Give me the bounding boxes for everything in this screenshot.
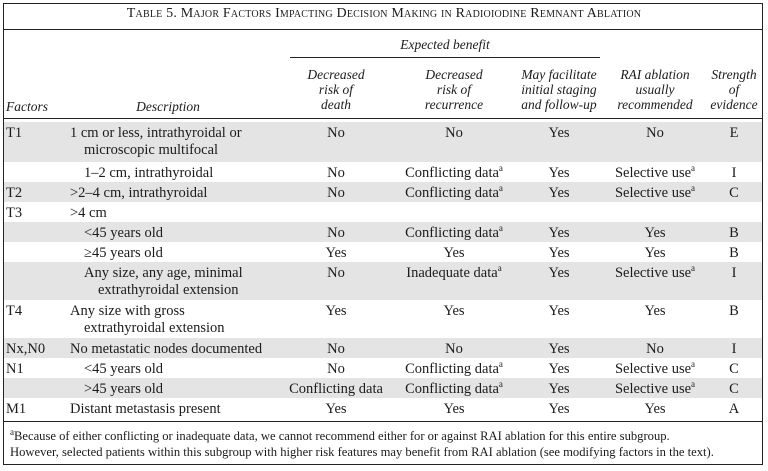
cell-description: [84, 245, 290, 262]
cell-rai: [606, 401, 704, 418]
cell-description: [70, 341, 290, 358]
description-line: ≥45 years old: [84, 245, 163, 261]
rai-text: Selective use: [614, 185, 692, 201]
title-rule: [4, 29, 762, 30]
rai-text: Yes: [644, 303, 666, 319]
description-line: microscopic multifocal: [84, 142, 219, 158]
cell-rai: [606, 341, 704, 358]
cell-death: No: [327, 125, 345, 141]
cell-strength: B: [729, 225, 739, 241]
col-rai: [606, 67, 704, 112]
rai-text: No: [646, 125, 664, 141]
rai-text: Selective use: [614, 381, 692, 397]
cell-death: No: [327, 185, 345, 201]
col-recurrence-line: recurrence: [424, 97, 484, 112]
col-recurrence-line: risk of: [436, 82, 472, 97]
footnote-line-1: [10, 428, 760, 444]
col-strength-line: Strength: [711, 67, 757, 82]
cell-factor: T3: [6, 205, 23, 221]
cell-rai: [606, 361, 704, 378]
col-staging-line: May facilitate: [521, 67, 597, 82]
cell-description: [70, 125, 290, 159]
cell-rai: [606, 265, 704, 282]
cell-staging: Yes: [548, 401, 570, 417]
recurrence-text: Conflicting data: [405, 381, 499, 397]
cell-description: [84, 265, 290, 299]
footnote-ref: a: [691, 163, 696, 174]
rai-text: Yes: [644, 401, 666, 417]
cell-staging: Yes: [548, 265, 570, 281]
cell-description: [84, 165, 290, 182]
description-line: Any size, any age, minimal: [84, 265, 243, 281]
cell-death: Yes: [325, 303, 347, 319]
footnote-ref: a: [498, 359, 503, 370]
cell-staging: Yes: [548, 225, 570, 241]
description-line: Any size with gross: [70, 303, 185, 319]
footnote-ref: a: [691, 183, 696, 194]
description-line: extrathyroidal extension: [98, 282, 239, 298]
cell-strength: C: [729, 381, 739, 397]
cell-description: [84, 225, 290, 242]
cell-staging: Yes: [548, 185, 570, 201]
cell-factor: N1: [6, 361, 24, 377]
cell-strength: I: [731, 265, 737, 281]
description-line: <45 years old: [84, 225, 164, 241]
col-factors: Factors: [6, 99, 48, 114]
cell-factor: M1: [6, 401, 27, 417]
cell-recurrence: [394, 245, 514, 262]
cell-death: No: [327, 341, 345, 357]
footnote-ref: a: [498, 223, 503, 234]
cell-strength: I: [731, 165, 737, 181]
cell-death: Yes: [325, 401, 347, 417]
cell-recurrence: [394, 401, 514, 418]
description-line: >45 years old: [84, 381, 164, 397]
cell-recurrence: [394, 185, 514, 202]
footnote-ref: a: [691, 359, 696, 370]
col-staging-line: and follow-up: [521, 97, 597, 112]
rai-text: Yes: [644, 245, 666, 261]
recurrence-text: Inadequate data: [406, 265, 498, 281]
description-line: Distant metastasis present: [70, 401, 221, 417]
cell-strength: E: [729, 125, 739, 141]
cell-description: [70, 205, 290, 222]
recurrence-text: Conflicting data: [405, 165, 499, 181]
footnote: [10, 428, 760, 460]
cell-death: Yes: [325, 245, 347, 261]
cell-strength: A: [728, 401, 740, 417]
cell-rai: [606, 245, 704, 262]
cell-staging: Yes: [548, 341, 570, 357]
cell-strength: C: [729, 361, 739, 377]
rai-text: Yes: [644, 225, 666, 241]
cell-strength: B: [729, 245, 739, 261]
recurrence-text: Yes: [443, 303, 465, 319]
group-header-rule: [290, 57, 600, 58]
cell-rai: [606, 381, 704, 398]
cell-recurrence: [394, 341, 514, 358]
footnote-ref: a: [498, 183, 503, 194]
cell-staging: Yes: [548, 381, 570, 397]
col-death: [290, 67, 382, 112]
cell-strength: I: [731, 341, 737, 357]
recurrence-text: No: [445, 125, 463, 141]
group-header-expected-benefit: Expected benefit: [400, 37, 490, 52]
cell-recurrence: [394, 381, 514, 398]
cell-rai: [606, 125, 704, 142]
rai-text: Selective use: [614, 265, 692, 281]
footnote-text: Because of either conflicting or inadequate data, we cannot recommend either for or against RAI ablation for this entire subgroup.: [14, 429, 670, 443]
col-strength-line: evidence: [710, 97, 758, 112]
cell-strength: B: [729, 303, 739, 319]
footnote-line-2: However, selected patients within this subgroup with higher risk features may benefit from RAI ablation (see modifying factors in the text).: [10, 445, 714, 459]
recurrence-text: Conflicting data: [405, 361, 499, 377]
cell-description: [70, 185, 290, 202]
cell-description: [70, 303, 290, 337]
cell-recurrence: [394, 265, 514, 282]
header-rule: [4, 118, 762, 119]
cell-death: Conflicting data: [289, 381, 383, 397]
cell-factor: T2: [6, 185, 23, 201]
description-line: 1 cm or less, intrathyroidal or: [70, 125, 242, 141]
col-strength: [706, 67, 762, 112]
description-line: >4 cm: [70, 205, 107, 221]
cell-strength: C: [729, 185, 739, 201]
cell-rai: [606, 303, 704, 320]
description-line: No metastatic nodes documented: [70, 341, 263, 357]
description-line: <45 years old: [84, 361, 164, 377]
rai-text: No: [646, 341, 664, 357]
cell-staging: Yes: [548, 125, 570, 141]
cell-staging: Yes: [548, 361, 570, 377]
col-strength-line: of: [728, 82, 740, 97]
cell-rai: [606, 225, 704, 242]
cell-death: No: [327, 361, 345, 377]
footnote-ref: a: [498, 379, 503, 390]
col-staging-line: initial staging: [521, 82, 597, 97]
cell-recurrence: [394, 165, 514, 182]
cell-death: No: [327, 165, 345, 181]
cell-staging: Yes: [548, 165, 570, 181]
col-death-line: Decreased: [307, 67, 365, 82]
col-rai-line: usually: [635, 82, 675, 97]
table-title: Table 5. Major Factors Impacting Decision Making in Radioiodine Remnant Ablation: [126, 6, 642, 21]
footnote-ref: a: [497, 263, 502, 274]
cell-recurrence: [394, 125, 514, 142]
cell-factor: T1: [6, 125, 23, 141]
recurrence-text: Conflicting data: [405, 185, 499, 201]
cell-staging: Yes: [548, 303, 570, 319]
cell-rai: [606, 185, 704, 202]
col-recurrence-line: Decreased: [425, 67, 483, 82]
cell-factor: Nx,N0: [6, 341, 46, 357]
cell-recurrence: [394, 361, 514, 378]
footnote-ref: a: [498, 163, 503, 174]
cell-recurrence: [394, 303, 514, 320]
description-line: extrathyroidal extension: [84, 320, 225, 336]
col-recurrence: [394, 67, 514, 112]
cell-description: [70, 401, 290, 418]
recurrence-text: Conflicting data: [405, 225, 499, 241]
cell-recurrence: [394, 225, 514, 242]
cell-staging: Yes: [548, 245, 570, 261]
recurrence-text: Yes: [443, 401, 465, 417]
cell-factor: T4: [6, 303, 23, 319]
cell-death: No: [327, 225, 345, 241]
col-death-line: risk of: [318, 82, 354, 97]
description-line: 1–2 cm, intrathyroidal: [84, 165, 214, 181]
recurrence-text: No: [445, 341, 463, 357]
cell-description: [84, 381, 290, 398]
footnote-ref: a: [691, 379, 696, 390]
col-death-line: death: [321, 97, 351, 112]
description-line: >2–4 cm, intrathyroidal: [70, 185, 208, 201]
col-description: Description: [136, 99, 200, 114]
footer-rule: [4, 421, 762, 422]
recurrence-text: Yes: [443, 245, 465, 261]
footnote-marker: a: [10, 426, 14, 437]
cell-description: [84, 361, 290, 378]
rai-text: Selective use: [614, 361, 692, 377]
col-rai-line: RAI ablation: [620, 67, 690, 82]
footnote-ref: a: [691, 263, 696, 274]
col-rai-line: recommended: [617, 97, 693, 112]
rai-text: Selective use: [614, 165, 692, 181]
col-staging: [514, 67, 604, 112]
cell-rai: [606, 165, 704, 182]
cell-death: No: [327, 265, 345, 281]
